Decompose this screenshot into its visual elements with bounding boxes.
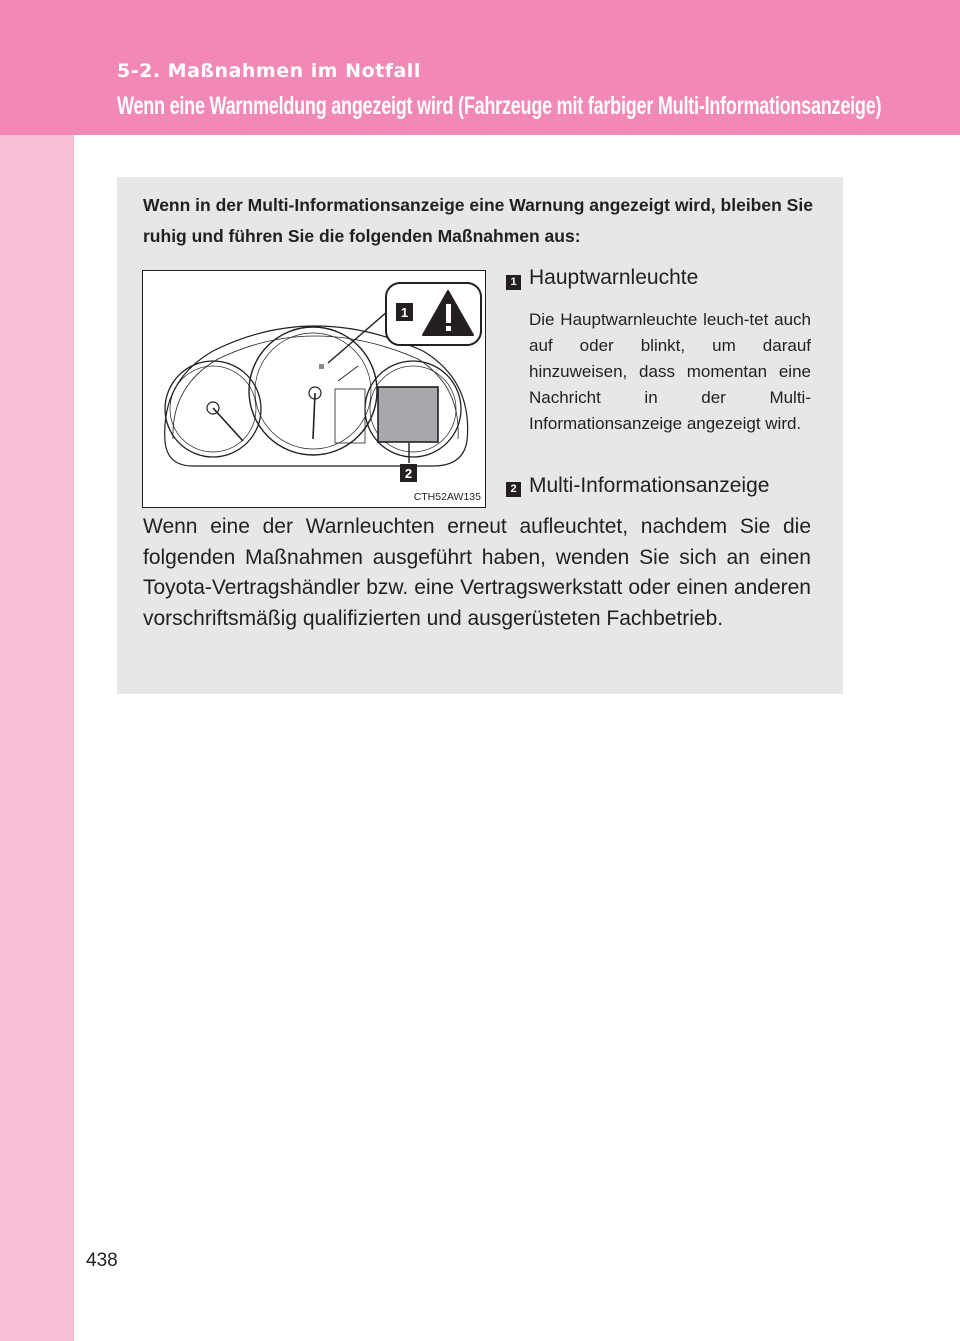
multi-information-display	[378, 387, 438, 442]
item-2-title: Multi-Informationsanzeige	[529, 474, 770, 497]
instrument-cluster-figure	[142, 270, 486, 508]
callout-2-label: 2	[404, 466, 413, 481]
item-1-description: Die Hauptwarnleuchte leuch-tet auch auf oder blinkt, um darauf hinzuweisen, dass momentan eine Nachricht in der Multi-Informationsanzeige angezeigt wird.	[529, 310, 811, 433]
item-2-badge: 2	[506, 482, 521, 497]
page-number: 438	[86, 1250, 118, 1271]
section-label: 5-2. Maßnahmen im Notfall	[117, 60, 421, 82]
figure-code: CTH52AW135	[413, 491, 481, 503]
item-1-badge: 1	[506, 275, 521, 290]
instrument-cluster-illustration	[143, 271, 485, 507]
page-title: Wenn eine Warnmeldung angezeigt wird (Fahrzeuge mit farbiger Multi-Informationsanzeige)	[117, 92, 882, 120]
intro-text: Wenn in der Multi-Informationsanzeige eine Warnung angezeigt wird, bleiben Sie ruhig und führen Sie die folgenden Maßnahmen aus:	[143, 195, 813, 246]
watermark[interactable]: carmanualsonline.info	[721, 1312, 932, 1335]
callout-1-label: 1	[400, 305, 409, 320]
outro-text: Wenn eine der Warnleuchten erneut aufleuchtet, nachdem Sie die folgenden Maßnahmen ausgeführt haben, wenden Sie sich an einen Toyota-Vertragshändler bzw. eine Vertragswerkstatt oder einen anderen vorschriftsmäßig qualifizierten und ausgerüsteten Fachbetrieb.	[143, 515, 811, 630]
side-band	[0, 0, 74, 1341]
item-1-title: Hauptwarnleuchte	[529, 266, 699, 289]
